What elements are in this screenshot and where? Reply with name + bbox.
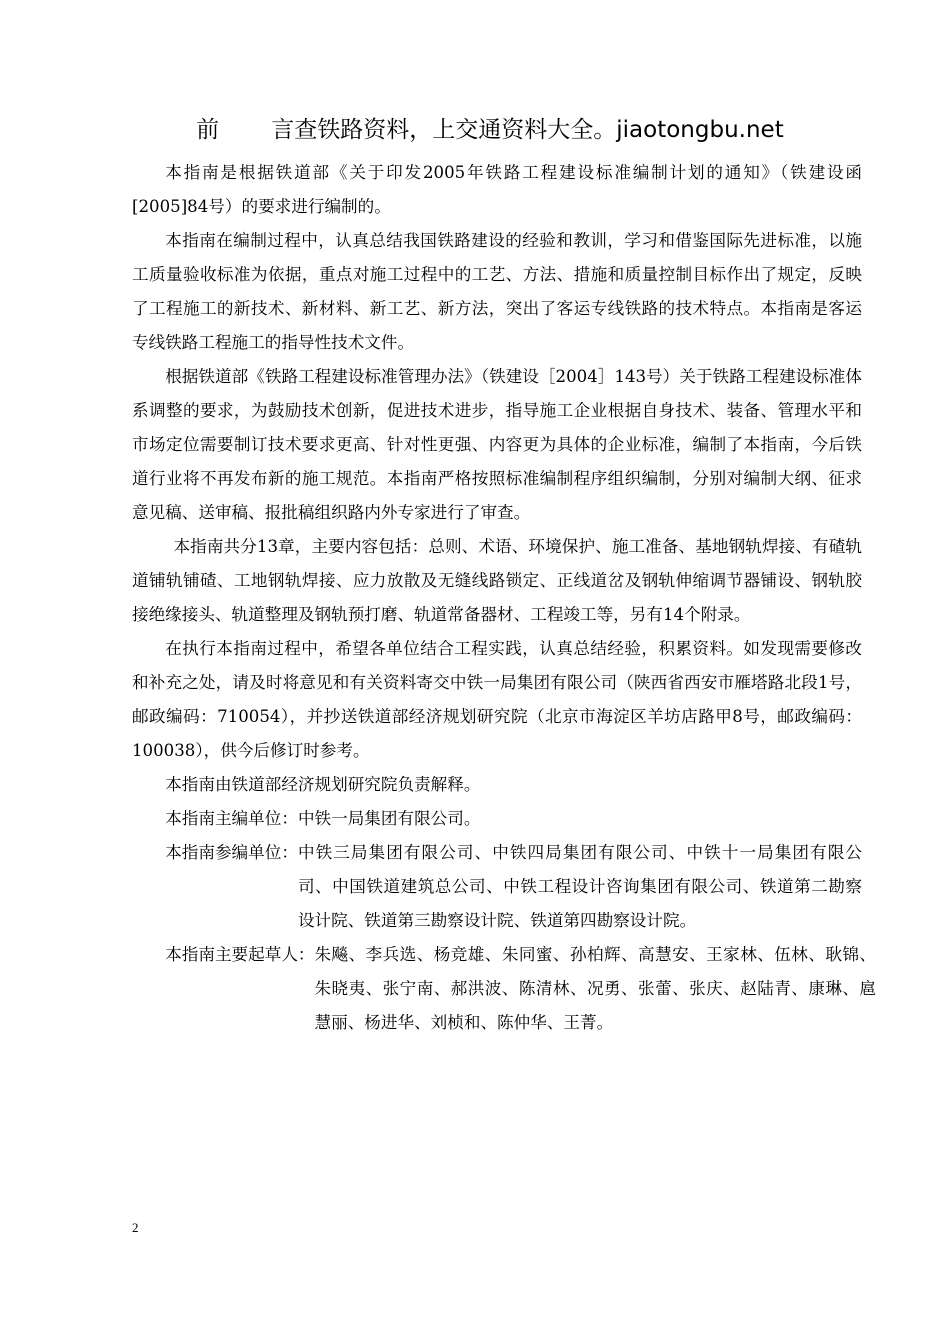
main-drafters-value: 朱飚、李兵选、杨竞雄、朱同蜜、孙柏辉、高慧安、王家林、伍林、耿锦、朱晓夷、张宁南、郝洪波、陈清林、况勇、张蕾、张庆、赵陆青、康琳、扈慧丽、杨进华、刘桢和、陈仲华、王菁。	[314, 945, 876, 1032]
paragraph-5: 在执行本指南过程中，希望各单位结合工程实践，认真总结经验，积累资料。如发现需要修改和补充之处，请及时将意见和有关资料寄交中铁一局集团有限公司（陕西省西安市雁塔路北段1号，邮政编码：710054），并抄送铁道部经济规划研究院（北京市海淀区羊坊店路甲8号，邮政编码：100038），供今后修订时参考。	[132, 639, 862, 760]
participating-units-label: 本指南参编单位：	[165, 843, 298, 862]
page-number: 2	[132, 1220, 139, 1235]
chief-editor-value: 中铁一局集团有限公司。	[297, 809, 481, 828]
paragraph-1: 本指南是根据铁道部《关于印发2005年铁路工程建设标准编制计划的通知》（铁建设函[2005]84号）的要求进行编制的。	[132, 163, 862, 216]
title-right: 言查铁路资料，上交通资料大全。jiaotongbu.net	[271, 117, 784, 143]
document-body	[132, 156, 876, 1040]
paragraph-3: 根据铁道部《铁路工程建设标准管理办法》（铁建设［2004］143号）关于铁路工程建设标准体系调整的要求，为鼓励技术创新，促进技术进步，指导施工企业根据自身技术、装备、管理水平和市场定位需要制订技术要求更高、针对性更强、内容更为具体的企业标准，编制了本指南，今后铁道行业将不再发布新的施工规范。本指南严格按照标准编制程序组织编制，分别对编制大纲、征求意见稿、送审稿、报批稿组织路内外专家进行了审查。	[132, 367, 862, 522]
title-left: 前	[196, 117, 220, 143]
participating-units-value: 中铁三局集团有限公司、中铁四局集团有限公司、中铁十一局集团有限公司、中国铁道建筑总公司、中铁工程设计咨询集团有限公司、铁道第二勘察设计院、铁道第三勘察设计院、铁道第四勘察设计院。	[297, 843, 862, 930]
paragraph-2: 本指南在编制过程中，认真总结我国铁路建设的经验和教训，学习和借鉴国际先进标准，以施工质量验收标准为依据，重点对施工过程中的工艺、方法、措施和质量控制目标作出了规定，反映了工程施工的新技术、新材料、新工艺、新方法，突出了客运专线铁路的技术特点。本指南是客运专线铁路工程施工的指导性技术文件。	[132, 231, 862, 352]
page-title	[130, 113, 850, 147]
chief-editor-unit	[132, 802, 862, 836]
main-drafters	[132, 938, 876, 1040]
main-drafters-label: 本指南主要起草人：	[165, 945, 315, 964]
participating-units	[132, 836, 862, 938]
paragraph-4: 本指南共分13章，主要内容包括：总则、术语、环境保护、施工准备、基地钢轨焊接、有碴轨道铺轨铺碴、工地钢轨焊接、应力放散及无缝线路锁定、正线道岔及钢轨伸缩调节器铺设、钢轨胶接绝缘接头、轨道整理及钢轨预打磨、轨道常备器材、工程竣工等，另有14个附录。	[132, 537, 862, 624]
paragraph-6: 本指南由铁道部经济规划研究院负责解释。	[165, 775, 481, 794]
chief-editor-label: 本指南主编单位：	[165, 809, 298, 828]
